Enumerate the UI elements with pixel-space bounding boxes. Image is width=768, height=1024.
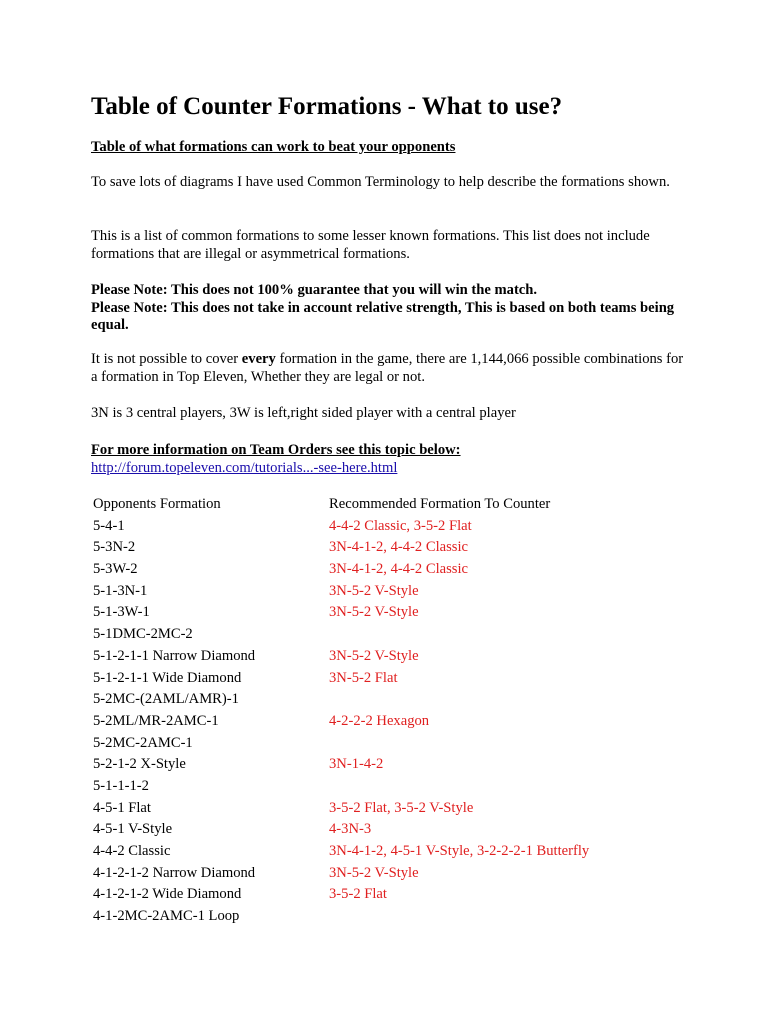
table-row	[93, 602, 713, 624]
counter-formation: 3-5-2 Flat, 3-5-2 V-Style	[329, 799, 474, 816]
intro-paragraph: To save lots of diagrams I have used Common Terminology to help describe the formations shown.	[91, 174, 670, 190]
opponent-formation: 5-4-1	[93, 517, 125, 534]
cover-text-before: It is not possible to cover	[91, 351, 242, 367]
table-header-row	[93, 494, 713, 516]
cover-paragraph	[91, 351, 691, 386]
opponent-formation: 5-1-3N-1	[93, 582, 148, 599]
opponent-formation: 5-1DMC-2MC-2	[93, 626, 193, 643]
opponent-formation: 5-1-2-1-1 Narrow Diamond	[93, 647, 256, 664]
table-row	[93, 537, 713, 559]
counter-formation: 3N-4-1-2, 4-4-2 Classic	[329, 539, 469, 556]
page-title: Table of Counter Formations - What to use?	[91, 93, 563, 120]
more-info-heading: For more information on Team Orders see this topic below:	[91, 442, 461, 458]
forum-link-line	[91, 460, 691, 478]
table-row	[93, 711, 713, 733]
opponent-formation: 5-2MC-2AMC-1	[93, 734, 193, 751]
counter-formation: 3N-1-4-2	[329, 756, 384, 773]
opponent-formation: 4-4-2 Classic	[93, 843, 171, 859]
opponent-formation: 5-1-3W-1	[93, 604, 150, 621]
table-row	[93, 646, 713, 668]
opponent-formation: 4-5-1 V-Style	[93, 821, 173, 838]
table-row	[93, 754, 713, 776]
opponent-formation: 4-5-1 Flat	[93, 799, 151, 816]
list-note-paragraph: This is a list of common formations to some lesser known formations. This list does not include formations that are illegal or asymmetrical formations.	[91, 228, 650, 262]
note-guarantee: Please Note: This does not 100% guarantee that you will win the match.	[91, 282, 538, 298]
table-row	[93, 798, 713, 820]
counter-formation: 3N-5-2 Flat	[329, 669, 398, 686]
table-row	[93, 581, 713, 603]
counter-formation: 3-5-2 Flat	[329, 886, 387, 903]
opponent-formation: 5-1-2-1-1 Wide Diamond	[93, 669, 242, 686]
forum-link[interactable]: http://forum.topeleven.com/tutorials...-see-here.html	[91, 459, 398, 476]
opponent-formation: 5-3N-2	[93, 539, 136, 556]
table-row	[93, 668, 713, 690]
table-row	[93, 689, 713, 711]
opponent-formation: 4-1-2MC-2AMC-1 Loop	[93, 908, 240, 925]
counter-formation: 4-2-2-2 Hexagon	[329, 712, 430, 729]
table-row	[93, 863, 713, 885]
opponent-formation: 5-2ML/MR-2AMC-1	[93, 712, 219, 729]
column-header-counter: Recommended Formation To Counter	[329, 496, 551, 512]
table-row	[93, 884, 713, 906]
opponent-formation: 4-1-2-1-2 Wide Diamond	[93, 886, 242, 903]
note-strength: Please Note: This does not take in account relative strength, This is based on both teams being equal.	[91, 299, 675, 333]
terminology-paragraph: 3N is 3 central players, 3W is left,right sided player with a central player	[91, 405, 516, 421]
counter-formation: 3N-5-2 V-Style	[329, 582, 419, 599]
table-row	[93, 906, 713, 928]
opponent-formation: 5-2MC-(2AML/AMR)-1	[93, 691, 239, 708]
counter-formation: 4-3N-3	[329, 821, 372, 838]
table-row	[93, 819, 713, 841]
cover-text-emphasis: every	[241, 351, 276, 367]
table-row	[93, 559, 713, 581]
counter-formation: 3N-5-2 V-Style	[329, 604, 419, 621]
opponent-formation: 5-1-1-1-2	[93, 777, 149, 794]
opponent-formation: 5-3W-2	[93, 561, 138, 578]
counter-formation: 3N-4-1-2, 4-4-2 Classic	[329, 561, 469, 578]
column-header-opponent: Opponents Formation	[93, 496, 221, 512]
table-row	[93, 776, 713, 798]
counter-formation: 4-4-2 Classic, 3-5-2 Flat	[329, 517, 472, 534]
table-row	[93, 624, 713, 646]
table-row	[93, 841, 713, 863]
cover-text-after: formation in the game, there are 1,144,066 possible combinations for a formation in Top Eleven, Whether they are legal or not.	[91, 351, 684, 385]
counter-formation: 3N-4-1-2, 4-5-1 V-Style, 3-2-2-2-1 Butterfly	[329, 843, 590, 859]
counter-formation: 3N-5-2 V-Style	[329, 647, 419, 664]
counter-formation: 3N-5-2 V-Style	[329, 864, 419, 881]
formation-table	[93, 494, 713, 928]
subtitle: Table of what formations can work to beat your opponents	[91, 139, 456, 155]
table-row	[93, 516, 713, 538]
opponent-formation: 5-2-1-2 X-Style	[93, 756, 186, 773]
opponent-formation: 4-1-2-1-2 Narrow Diamond	[93, 864, 256, 881]
table-row	[93, 733, 713, 755]
